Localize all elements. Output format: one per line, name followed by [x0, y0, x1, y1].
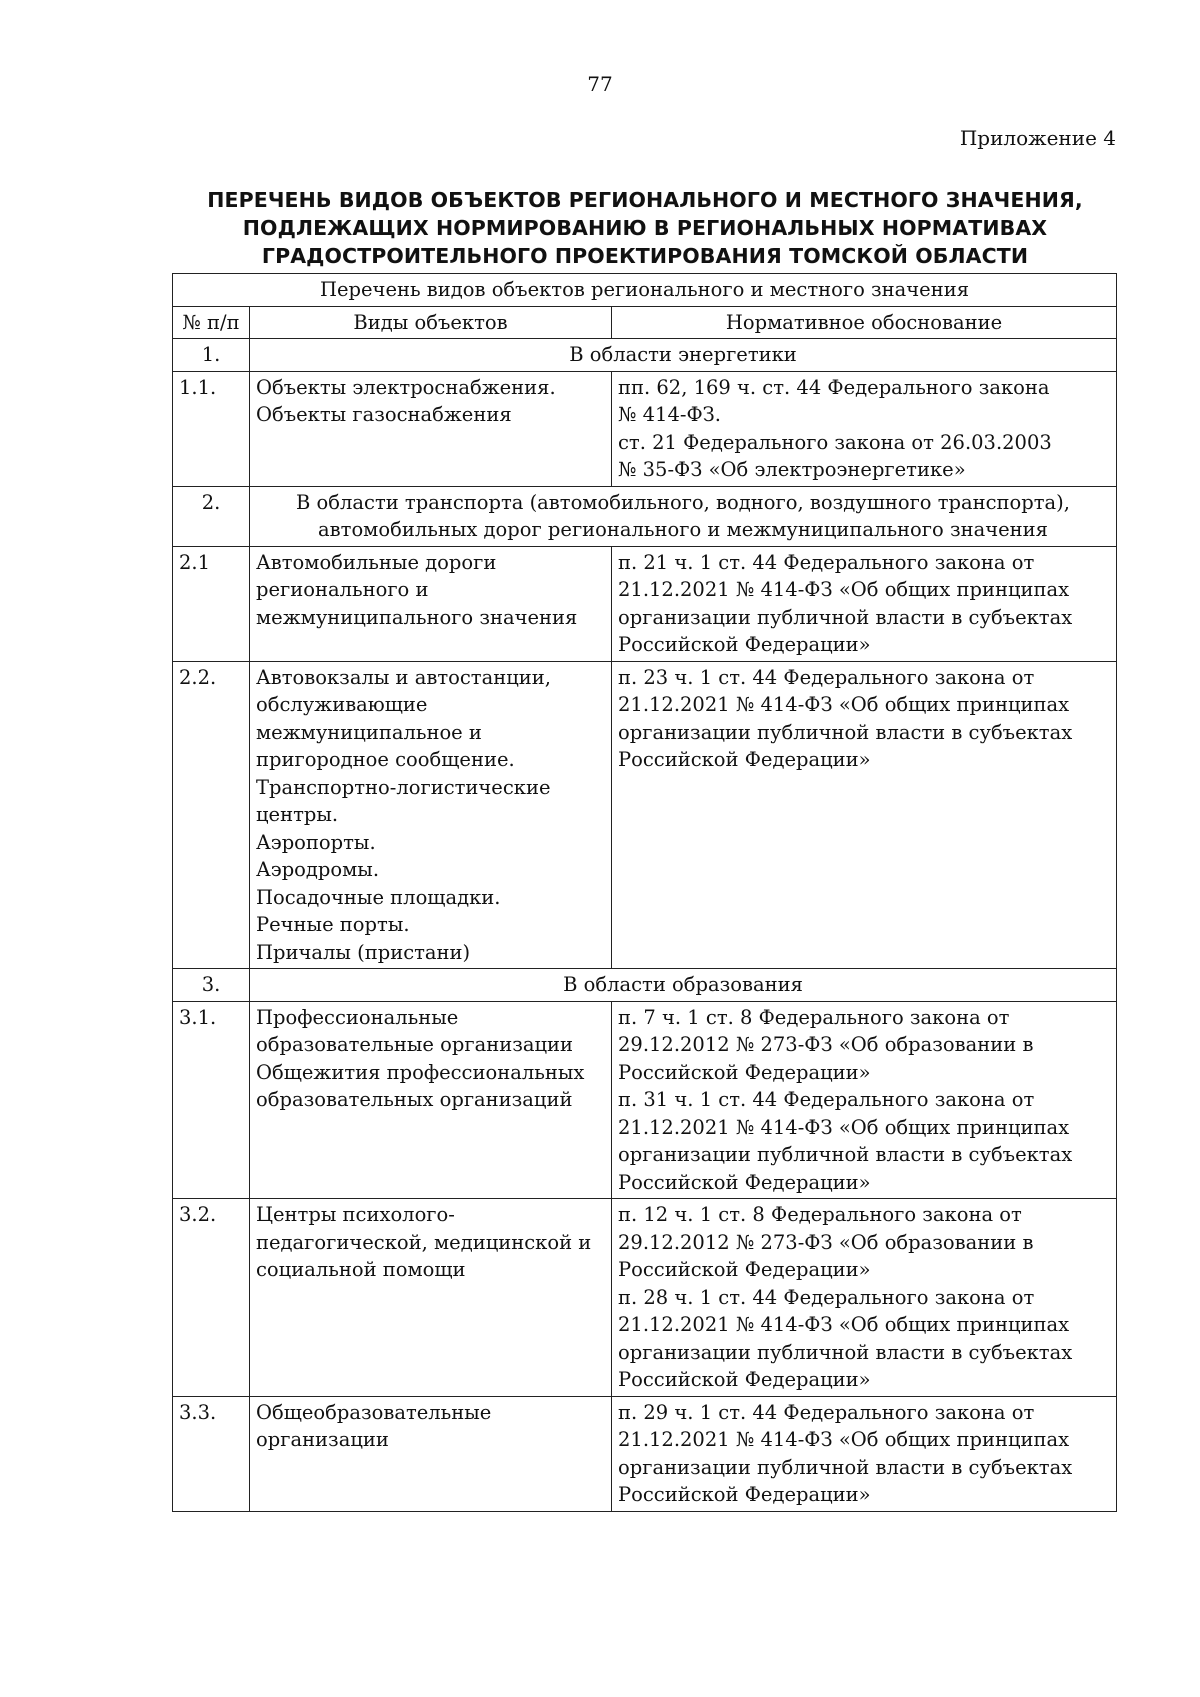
- object-type-line: Автомобильные дороги: [256, 550, 497, 574]
- object-type-line: Объекты электроснабжения.: [256, 375, 556, 399]
- header-legal-basis: Нормативное обоснование: [612, 306, 1117, 339]
- row-number: 1.1.: [173, 371, 250, 486]
- row-number: 3.2.: [173, 1199, 250, 1397]
- object-type-line: Аэродромы.: [256, 858, 380, 881]
- row-object-types: [250, 371, 612, 486]
- table-row: [173, 371, 1117, 486]
- page-number: 77: [587, 72, 613, 96]
- object-type-line: организации: [256, 1428, 389, 1451]
- section-title-line: автомобильных дорог регионального и межмуниципального значения: [318, 518, 1048, 541]
- row-legal-basis: [612, 661, 1117, 969]
- legal-basis-line: 21.12.2021 № 414-ФЗ «Об общих принципах: [618, 578, 1070, 601]
- legal-basis-line: п. 31 ч. 1 ст. 44 Федерального закона от: [618, 1088, 1035, 1111]
- row-legal-basis: [612, 546, 1117, 661]
- legal-basis-line: Российской Федерации»: [618, 1258, 871, 1281]
- section-number: 1.: [173, 339, 250, 372]
- section-title-line: В области транспорта (автомобильного, водного, воздушного транспорта),: [296, 490, 1070, 514]
- object-type-line: обслуживающие: [256, 693, 428, 716]
- row-number: 3.1.: [173, 1001, 250, 1199]
- legal-basis-line: п. 28 ч. 1 ст. 44 Федерального закона от: [618, 1285, 1035, 1309]
- legal-basis-line: организации публичной власти в субъектах: [618, 1340, 1073, 1364]
- table-row: [173, 1199, 1117, 1397]
- appendix-label: Приложение 4: [959, 126, 1116, 150]
- header-object-types: Виды объектов: [250, 306, 612, 339]
- section-title-line: В области энергетики: [569, 343, 797, 366]
- table-header-row: [173, 306, 1117, 339]
- object-type-line: Автовокзалы и автостанции,: [256, 665, 551, 689]
- section-row: [173, 969, 1117, 1002]
- legal-basis-line: п. 23 ч. 1 ст. 44 Федерального закона от: [618, 665, 1035, 689]
- document-title: [150, 186, 1140, 270]
- legal-basis-line: 29.12.2012 № 273-ФЗ «Об образовании в: [618, 1230, 1034, 1254]
- object-type-line: Общеобразовательные: [256, 1400, 492, 1424]
- legal-basis-line: пп. 62, 169 ч. ст. 44 Федерального закона: [618, 375, 1050, 399]
- legal-basis-line: 21.12.2021 № 414-ФЗ «Об общих принципах: [618, 1115, 1070, 1139]
- object-type-line: Аэропорты.: [256, 830, 376, 854]
- object-type-line: образовательных организаций: [256, 1088, 573, 1111]
- object-type-line: регионального и: [256, 578, 429, 601]
- legal-basis-line: Российской Федерации»: [618, 1060, 871, 1084]
- table-row: [173, 546, 1117, 661]
- table-row: [173, 661, 1117, 969]
- object-type-line: социальной помощи: [256, 1258, 466, 1281]
- section-row: [173, 339, 1117, 372]
- section-title-line: В области образования: [563, 973, 803, 996]
- legal-basis-line: Российской Федерации»: [618, 633, 871, 656]
- object-type-line: центры.: [256, 803, 339, 826]
- section-title: [250, 969, 1117, 1002]
- object-type-line: Речные порты.: [256, 913, 410, 936]
- legal-basis-line: 21.12.2021 № 414-ФЗ «Об общих принципах: [618, 1313, 1070, 1336]
- object-type-line: межмуниципальное и: [256, 720, 482, 744]
- section-number: 2.: [173, 486, 250, 546]
- object-type-line: Центры психолого-: [256, 1203, 455, 1226]
- row-object-types: [250, 546, 612, 661]
- object-type-line: Транспортно-логистические: [256, 775, 551, 799]
- legal-basis-line: Российской Федерации»: [618, 1483, 871, 1506]
- row-object-types: [250, 1001, 612, 1199]
- row-number: 2.2.: [173, 661, 250, 969]
- legal-basis-line: № 35-ФЗ «Об электроэнергетике»: [618, 458, 966, 481]
- section-title: [250, 339, 1117, 372]
- object-type-line: педагогической, медицинской и: [256, 1230, 592, 1254]
- row-object-types: [250, 1199, 612, 1397]
- table-row: [173, 1001, 1117, 1199]
- legal-basis-line: п. 7 ч. 1 ст. 8 Федерального закона от: [618, 1005, 1010, 1029]
- object-type-line: образовательные организации: [256, 1033, 574, 1056]
- legal-basis-line: Российской Федерации»: [618, 1170, 871, 1194]
- object-type-line: пригородное сообщение.: [256, 748, 515, 771]
- header-number: № п/п: [173, 306, 250, 339]
- title-line: ГРАДОСТРОИТЕЛЬНОГО ПРОЕКТИРОВАНИЯ ТОМСКОЙ ОБЛАСТИ: [261, 244, 1029, 268]
- section-row: [173, 486, 1117, 546]
- row-legal-basis: [612, 1001, 1117, 1199]
- legal-basis-line: ст. 21 Федерального закона от 26.03.2003: [618, 430, 1052, 454]
- legal-basis-line: п. 29 ч. 1 ст. 44 Федерального закона от: [618, 1400, 1035, 1424]
- table-caption-row: [173, 274, 1117, 307]
- legal-basis-line: № 414-ФЗ.: [618, 403, 721, 426]
- legal-basis-line: организации публичной власти в субъектах: [618, 605, 1073, 629]
- object-type-line: Посадочные площадки.: [256, 885, 501, 909]
- table-row: [173, 1396, 1117, 1511]
- row-object-types: [250, 661, 612, 969]
- legal-basis-line: п. 12 ч. 1 ст. 8 Федерального закона от: [618, 1203, 1022, 1226]
- title-line: ПОДЛЕЖАЩИХ НОРМИРОВАНИЮ В РЕГИОНАЛЬНЫХ НОРМАТИВАХ: [242, 216, 1048, 240]
- object-type-line: межмуниципального значения: [256, 605, 578, 629]
- row-legal-basis: [612, 1396, 1117, 1511]
- table-caption: Перечень видов объектов регионального и местного значения: [173, 274, 1117, 307]
- row-object-types: [250, 1396, 612, 1511]
- legal-basis-line: организации публичной власти в субъектах: [618, 1143, 1073, 1166]
- objects-table: [172, 273, 1117, 1512]
- row-number: 2.1: [173, 546, 250, 661]
- object-type-line: Объекты газоснабжения: [256, 403, 512, 426]
- legal-basis-line: 21.12.2021 № 414-ФЗ «Об общих принципах: [618, 1428, 1070, 1451]
- legal-basis-line: п. 21 ч. 1 ст. 44 Федерального закона от: [618, 550, 1035, 574]
- section-number: 3.: [173, 969, 250, 1002]
- row-legal-basis: [612, 371, 1117, 486]
- row-legal-basis: [612, 1199, 1117, 1397]
- legal-basis-line: 29.12.2012 № 273-ФЗ «Об образовании в: [618, 1033, 1034, 1056]
- object-type-line: Причалы (пристани): [256, 940, 471, 964]
- section-title: [250, 486, 1117, 546]
- legal-basis-line: организации публичной власти в субъектах: [618, 1455, 1073, 1479]
- row-number: 3.3.: [173, 1396, 250, 1511]
- legal-basis-line: 21.12.2021 № 414-ФЗ «Об общих принципах: [618, 693, 1070, 716]
- legal-basis-line: Российской Федерации»: [618, 748, 871, 771]
- legal-basis-line: Российской Федерации»: [618, 1368, 871, 1391]
- title-line: ПЕРЕЧЕНЬ ВИДОВ ОБЪЕКТОВ РЕГИОНАЛЬНОГО И МЕСТНОГО ЗНАЧЕНИЯ,: [207, 188, 1083, 212]
- legal-basis-line: организации публичной власти в субъектах: [618, 720, 1073, 744]
- object-type-line: Профессиональные: [256, 1005, 459, 1029]
- object-type-line: Общежития профессиональных: [256, 1060, 585, 1084]
